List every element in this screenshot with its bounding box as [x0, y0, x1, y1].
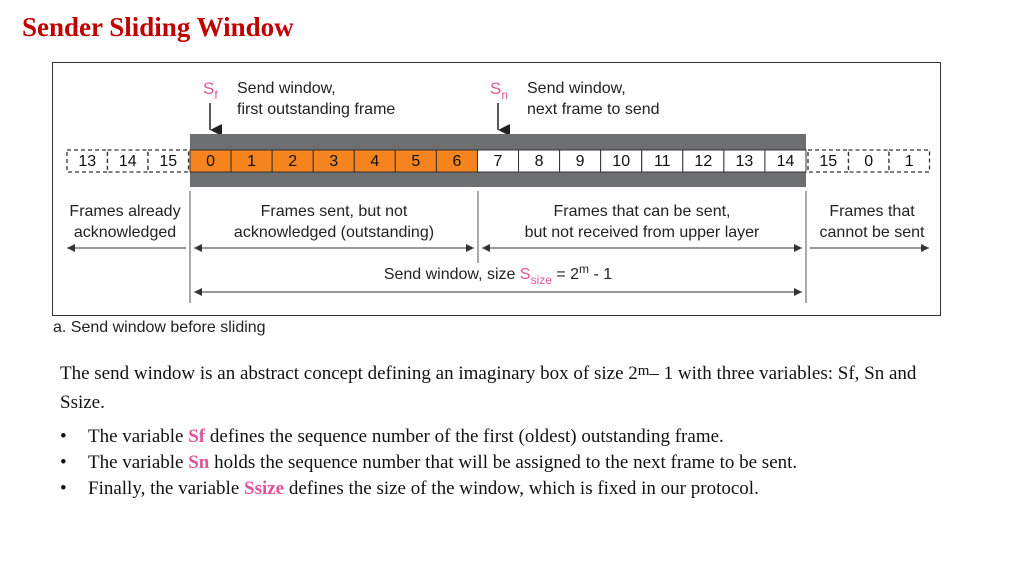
- bullet-dot: •: [60, 426, 67, 447]
- var-sn: Sn: [188, 452, 210, 473]
- intro-exponent: m: [637, 363, 650, 379]
- variable-bullet-list: [60, 424, 797, 502]
- frame-ack-1-label: 14: [118, 153, 137, 170]
- frame-outstanding-2-label: 2: [288, 153, 298, 170]
- intro-text-before: The send window is an abstract concept defining an imaginary box of size 2: [60, 363, 638, 384]
- frame-sendable-12-label: 12: [694, 153, 713, 170]
- region-sendable-line2: but not received from upper layer: [524, 224, 760, 241]
- region-sendable-line1: Frames that can be sent,: [553, 203, 731, 220]
- bullet-dot: •: [60, 452, 67, 473]
- diagram-caption: a. Send window before sliding: [53, 319, 266, 336]
- frame-sendable-14-label: 14: [776, 153, 795, 170]
- bullet-ssize: [60, 476, 797, 502]
- var-ssize: Ssize: [244, 478, 285, 499]
- bullet-sn: [60, 450, 797, 476]
- bullet-text: The variable: [88, 426, 189, 447]
- region-acknowledged-line1: Frames already: [69, 203, 181, 220]
- intro-text-after: – 1 with three variables: Sf, Sn and Ssize.: [60, 363, 917, 413]
- intro-paragraph: [60, 360, 960, 416]
- sf-desc-line2: first outstanding frame: [237, 101, 396, 118]
- sequence-number-cells: [67, 150, 930, 172]
- frame-future-2-label: 1: [904, 153, 914, 170]
- frame-outstanding-4-label: 4: [370, 153, 380, 170]
- region-cannot-send-line1: Frames that: [829, 203, 915, 220]
- frame-future-0-label: 15: [819, 153, 838, 170]
- frame-sendable-7-label: 7: [493, 153, 503, 170]
- frame-future-1-label: 0: [864, 153, 874, 170]
- bullet-text: holds the sequence number that will be assigned to the next frame to be sent.: [209, 452, 798, 473]
- frame-sendable-8-label: 8: [534, 153, 544, 170]
- sn-desc-line1: Send window,: [527, 80, 626, 97]
- sf-desc-line1: Send window,: [237, 80, 336, 97]
- region-outstanding-line2: acknowledged (outstanding): [233, 224, 435, 241]
- bullet-text: Finally, the variable: [88, 478, 244, 499]
- sf-pointer-label: $S_f$: [203, 79, 218, 102]
- frame-ack-0-label: 13: [78, 153, 97, 170]
- frame-outstanding-1-label: 1: [247, 153, 257, 170]
- diagram-canvas: [53, 63, 942, 317]
- frame-sendable-9-label: 9: [575, 153, 585, 170]
- sn-desc-line2: next frame to send: [527, 101, 660, 118]
- sn-pointer-label: $S_n$: [490, 79, 509, 102]
- region-acknowledged-line2: acknowledged: [73, 224, 177, 241]
- frame-outstanding-5-label: 5: [411, 153, 421, 170]
- frame-outstanding-6-label: 6: [452, 153, 462, 170]
- slide-title: Sender Sliding Window: [22, 12, 294, 42]
- frame-outstanding-0-label: 0: [206, 153, 215, 170]
- frame-sendable-11-label: 11: [653, 153, 671, 170]
- frame-outstanding-3-label: 3: [329, 153, 339, 170]
- region-outstanding-line1: Frames sent, but not: [260, 203, 408, 220]
- bullet-text: The variable: [88, 452, 189, 473]
- var-sf: Sf: [188, 426, 206, 447]
- frame-sendable-13-label: 13: [735, 153, 754, 170]
- region-cannot-send-line2: cannot be sent: [819, 224, 925, 241]
- bullet-text: defines the sequence number of the first (oldest) outstanding frame.: [205, 426, 724, 447]
- window-size-label: Send window, size $S_{size} = 2^m - 1$: [383, 262, 613, 287]
- sliding-window-diagram: [52, 62, 941, 316]
- frame-ack-2-label: 15: [159, 153, 178, 170]
- bullet-dot: •: [60, 478, 67, 499]
- bullet-text: defines the size of the window, which is fixed in our protocol.: [284, 478, 759, 499]
- frame-sendable-10-label: 10: [612, 153, 631, 170]
- bullet-sf: [60, 424, 797, 450]
